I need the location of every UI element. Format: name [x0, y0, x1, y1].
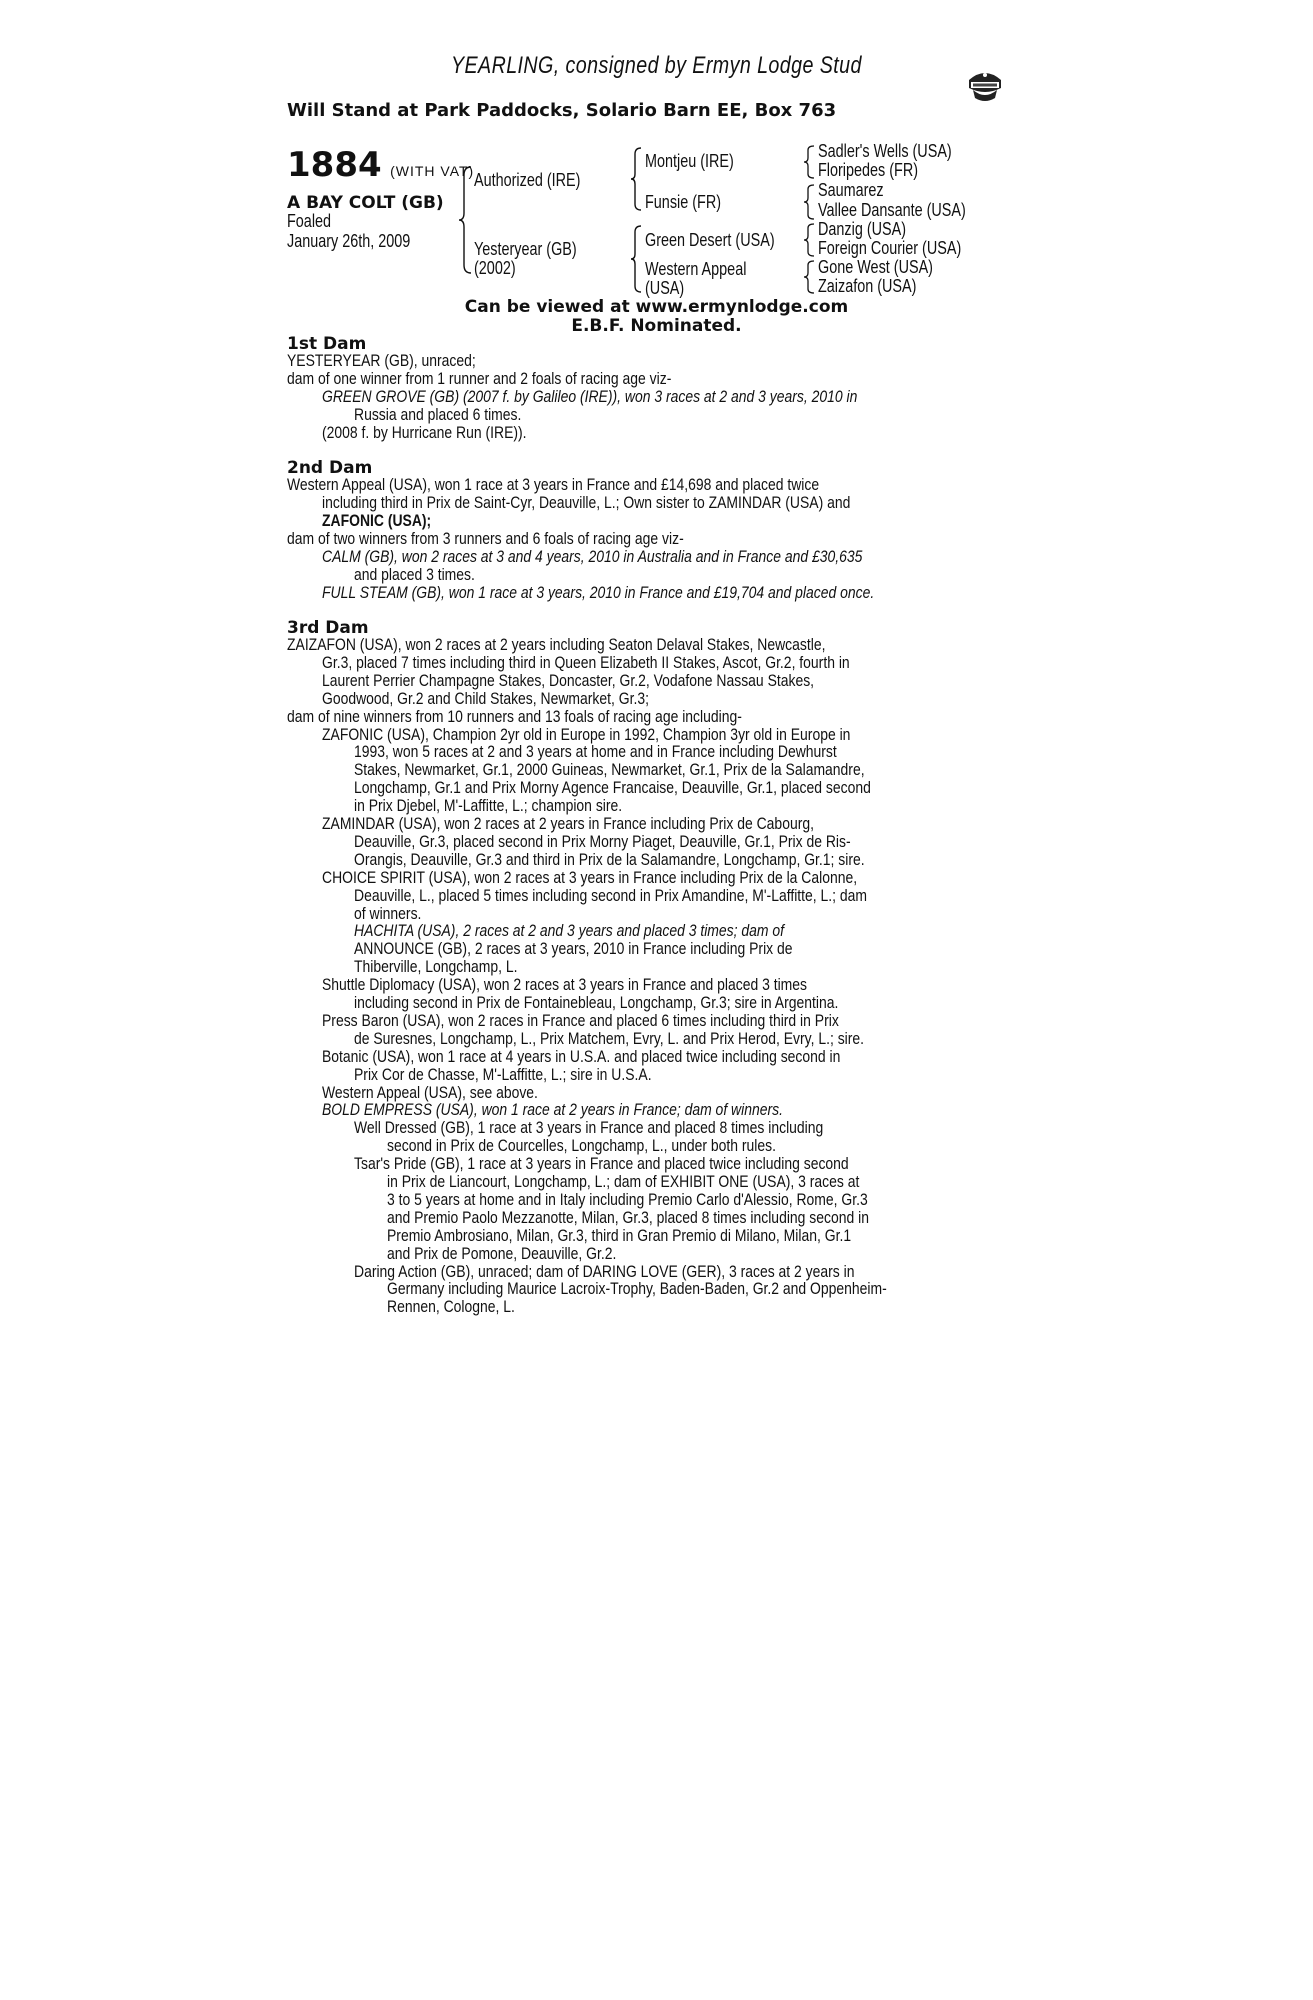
second-dam-line: dam of two winners from 3 runners and 6 foals of racing age viz-	[287, 529, 684, 548]
pedigree-sire: Authorized (IRE)	[474, 170, 581, 190]
third-dam-line: de Suresnes, Longchamp, L., Prix Matchem, Evry, L. and Prix Herod, Evry, L.; sire.	[354, 1028, 865, 1048]
third-dam-line: ANNOUNCE (GB), 2 races at 3 years, 2010 in France including Prix de	[354, 939, 793, 959]
third-dam-line: and Premio Paolo Mezzanotte, Milan, Gr.3, placed 8 times including second in	[387, 1207, 869, 1227]
pedigree-sire-dam: Funsie (FR)	[645, 192, 722, 212]
tattersalls-logo-icon	[963, 66, 1007, 106]
pedigree-ggs-7: Gone West (USA)	[818, 257, 933, 277]
pedigree-brace	[803, 183, 815, 221]
first-dam-line: YESTERYEAR (GB), unraced;	[287, 351, 476, 370]
pedigree-dam-dam-country: (USA)	[645, 278, 685, 298]
third-dam-line: Botanic (USA), won 1 race at 4 years in U.S.A. and placed twice including second in	[322, 1046, 841, 1066]
third-dam-line: Western Appeal (USA), see above.	[322, 1082, 538, 1102]
pedigree-brace	[803, 222, 815, 258]
second-dam-line: CALM (GB), won 2 races at 3 and 4 years, 2010 in Australia and in France and £30,635	[322, 547, 863, 566]
third-dam-line: 1993, won 5 races at 2 and 3 years at home and in France including Dewhurst	[354, 742, 837, 762]
third-dam-line: Tsar's Pride (GB), 1 race at 3 years in France and placed twice including second	[354, 1154, 849, 1174]
second-dam-line: ZAFONIC (USA);	[322, 511, 432, 530]
third-dam-line: Rennen, Cologne, L.	[387, 1297, 515, 1317]
third-dam-line: Press Baron (USA), won 2 races in France and placed 6 times including third in Prix	[322, 1010, 839, 1030]
second-dam-line: FULL STEAM (GB), won 1 race at 3 years, 2010 in France and £19,704 and placed once.	[322, 583, 875, 602]
third-dam-line: Premio Ambrosiano, Milan, Gr.3, third in Gran Premio di Milano, Milan, Gr.1	[387, 1225, 852, 1245]
pedigree-brace	[458, 165, 472, 275]
third-dam-line: Longchamp, Gr.1 and Prix Morny Agence Francaise, Deauville, Gr.1, placed second	[354, 778, 871, 798]
third-dam-line: Deauville, L., placed 5 times including second in Prix Amandine, M'-Laffitte, L.; dam	[354, 885, 868, 905]
stand-location: Will Stand at Park Paddocks, Solario Barn EE, Box 763	[287, 100, 837, 121]
ebf-note: E.B.F. Nominated.	[571, 316, 742, 336]
third-dam-line: and Prix de Pomone, Deauville, Gr.2.	[387, 1243, 617, 1263]
third-dam-line: BOLD EMPRESS (USA), won 1 race at 2 years in France; dam of winners.	[322, 1100, 783, 1120]
third-dam-line: Daring Action (GB), unraced; dam of DARING LOVE (GER), 3 races at 2 years in	[354, 1261, 855, 1281]
first-dam-line: GREEN GROVE (GB) (2007 f. by Galileo (IRE)), won 3 races at 2 and 3 years, 2010 in	[322, 387, 858, 406]
third-dam-line: including second in Prix de Fontainebleau, Longchamp, Gr.3; sire in Argentina.	[354, 993, 839, 1012]
third-dam-line: Well Dressed (GB), 1 race at 3 years in France and placed 8 times including	[354, 1118, 824, 1138]
third-dam-line: HACHITA (USA), 2 races at 2 and 3 years and placed 3 times; dam of	[354, 921, 785, 941]
pedigree-ggs-2: Floripedes (FR)	[818, 160, 919, 180]
pedigree-dam: Yesteryear (GB)	[474, 239, 577, 259]
second-dam-line: Western Appeal (USA), won 1 race at 3 years in France and £14,698 and placed twice	[287, 475, 820, 494]
third-dam-line: ZAMINDAR (USA), won 2 races at 2 years in France including Prix de Cabourg,	[322, 814, 814, 833]
pedigree-sire-sire: Montjeu (IRE)	[645, 151, 734, 171]
third-dam-line: Shuttle Diplomacy (USA), won 2 races at 3 years in France and placed 3 times	[322, 975, 808, 995]
pedigree-brace	[630, 146, 642, 212]
third-dam-line: ZAFONIC (USA), Champion 2yr old in Europe in 1992, Champion 3yr old in Europe in	[322, 724, 851, 744]
second-dam-heading: 2nd Dam	[287, 458, 373, 478]
pedigree-ggs-6: Foreign Courier (USA)	[818, 238, 962, 258]
pedigree-ggs-4: Vallee Dansante (USA)	[818, 200, 966, 220]
page-title: YEARLING, consigned by Ermyn Lodge Stud	[450, 52, 862, 79]
third-dam-line: Prix Cor de Chasse, M'-Laffitte, L.; sire in U.S.A.	[354, 1064, 652, 1084]
first-dam-line: Russia and placed 6 times.	[354, 405, 522, 424]
third-dam-line: Thiberville, Longchamp, L.	[354, 957, 518, 977]
third-dam-line: Goodwood, Gr.2 and Child Stakes, Newmarket, Gr.3;	[322, 688, 649, 708]
third-dam-heading: 3rd Dam	[287, 618, 369, 638]
third-dam-line: Germany including Maurice Lacroix-Trophy, Baden-Baden, Gr.2 and Oppenheim-	[387, 1279, 887, 1299]
pedigree-ggs-3: Saumarez	[818, 180, 884, 200]
lot-block	[287, 145, 474, 185]
foaled-label: Foaled	[287, 211, 332, 231]
third-dam-line: second in Prix de Courcelles, Longchamp, L., under both rules.	[387, 1136, 777, 1156]
third-dam-line: Stakes, Newmarket, Gr.1, 2000 Guineas, Newmarket, Gr.1, Prix de la Salamandre,	[354, 760, 865, 780]
pedigree-ggs-5: Danzig (USA)	[818, 219, 907, 239]
third-dam-line: dam of nine winners from 10 runners and 13 foals of racing age including-	[287, 706, 742, 726]
third-dam-line: ZAIZAFON (USA), won 2 races at 2 years including Seaton Delaval Stakes, Newcastle,	[287, 635, 826, 654]
lot-description: A BAY COLT (GB)	[287, 193, 444, 213]
third-dam-line: Deauville, Gr.3, placed second in Prix Morny Piaget, Deauville, Gr.1, Prix de Ris-	[354, 831, 851, 851]
third-dam-line: 3 to 5 years at home and in Italy including Premio Carlo d'Alessio, Rome, Gr.3	[387, 1189, 868, 1209]
second-dam-line: and placed 3 times.	[354, 565, 475, 584]
third-dam-line: CHOICE SPIRIT (USA), won 2 races at 3 years in France including Prix de la Calonne,	[322, 867, 858, 887]
pedigree-ggs-1: Sadler's Wells (USA)	[818, 141, 952, 161]
pedigree-ggs-8: Zaizafon (USA)	[818, 276, 917, 296]
vat-note: (WITH VAT)	[390, 163, 475, 179]
third-dam-line: Laurent Perrier Champagne Stakes, Doncaster, Gr.2, Vodafone Nassau Stakes,	[322, 670, 815, 690]
third-dam-line: in Prix de Liancourt, Longchamp, L.; dam of EXHIBIT ONE (USA), 3 races at	[387, 1172, 860, 1191]
pedigree-dam-dam: Western Appeal	[645, 259, 747, 279]
first-dam-heading: 1st Dam	[287, 334, 367, 354]
pedigree-brace	[803, 144, 815, 180]
third-dam-line: of winners.	[354, 903, 422, 923]
third-dam-line: in Prix Djebel, M'-Laffitte, L.; champion sire.	[354, 796, 623, 816]
pedigree-brace	[630, 224, 642, 294]
foaled-date: January 26th, 2009	[287, 231, 411, 251]
pedigree-dam-sire: Green Desert (USA)	[645, 230, 775, 250]
pedigree-dam-year: (2002)	[474, 258, 516, 278]
third-dam-line: Gr.3, placed 7 times including third in Queen Elizabeth II Stakes, Ascot, Gr.2, fourth in	[322, 652, 850, 672]
first-dam-line: dam of one winner from 1 runner and 2 foals of racing age viz-	[287, 369, 672, 388]
viewing-note: Can be viewed at www.ermynlodge.com	[464, 297, 849, 317]
third-dam-line: Orangis, Deauville, Gr.3 and third in Prix de la Salamandre, Longchamp, Gr.1; sire.	[354, 849, 865, 869]
first-dam-line: (2008 f. by Hurricane Run (IRE)).	[322, 423, 527, 442]
lot-number: 1884	[287, 145, 382, 185]
pedigree-brace	[803, 259, 815, 295]
second-dam-line: including third in Prix de Saint-Cyr, Deauville, L.; Own sister to ZAMINDAR (USA) and	[322, 493, 851, 512]
